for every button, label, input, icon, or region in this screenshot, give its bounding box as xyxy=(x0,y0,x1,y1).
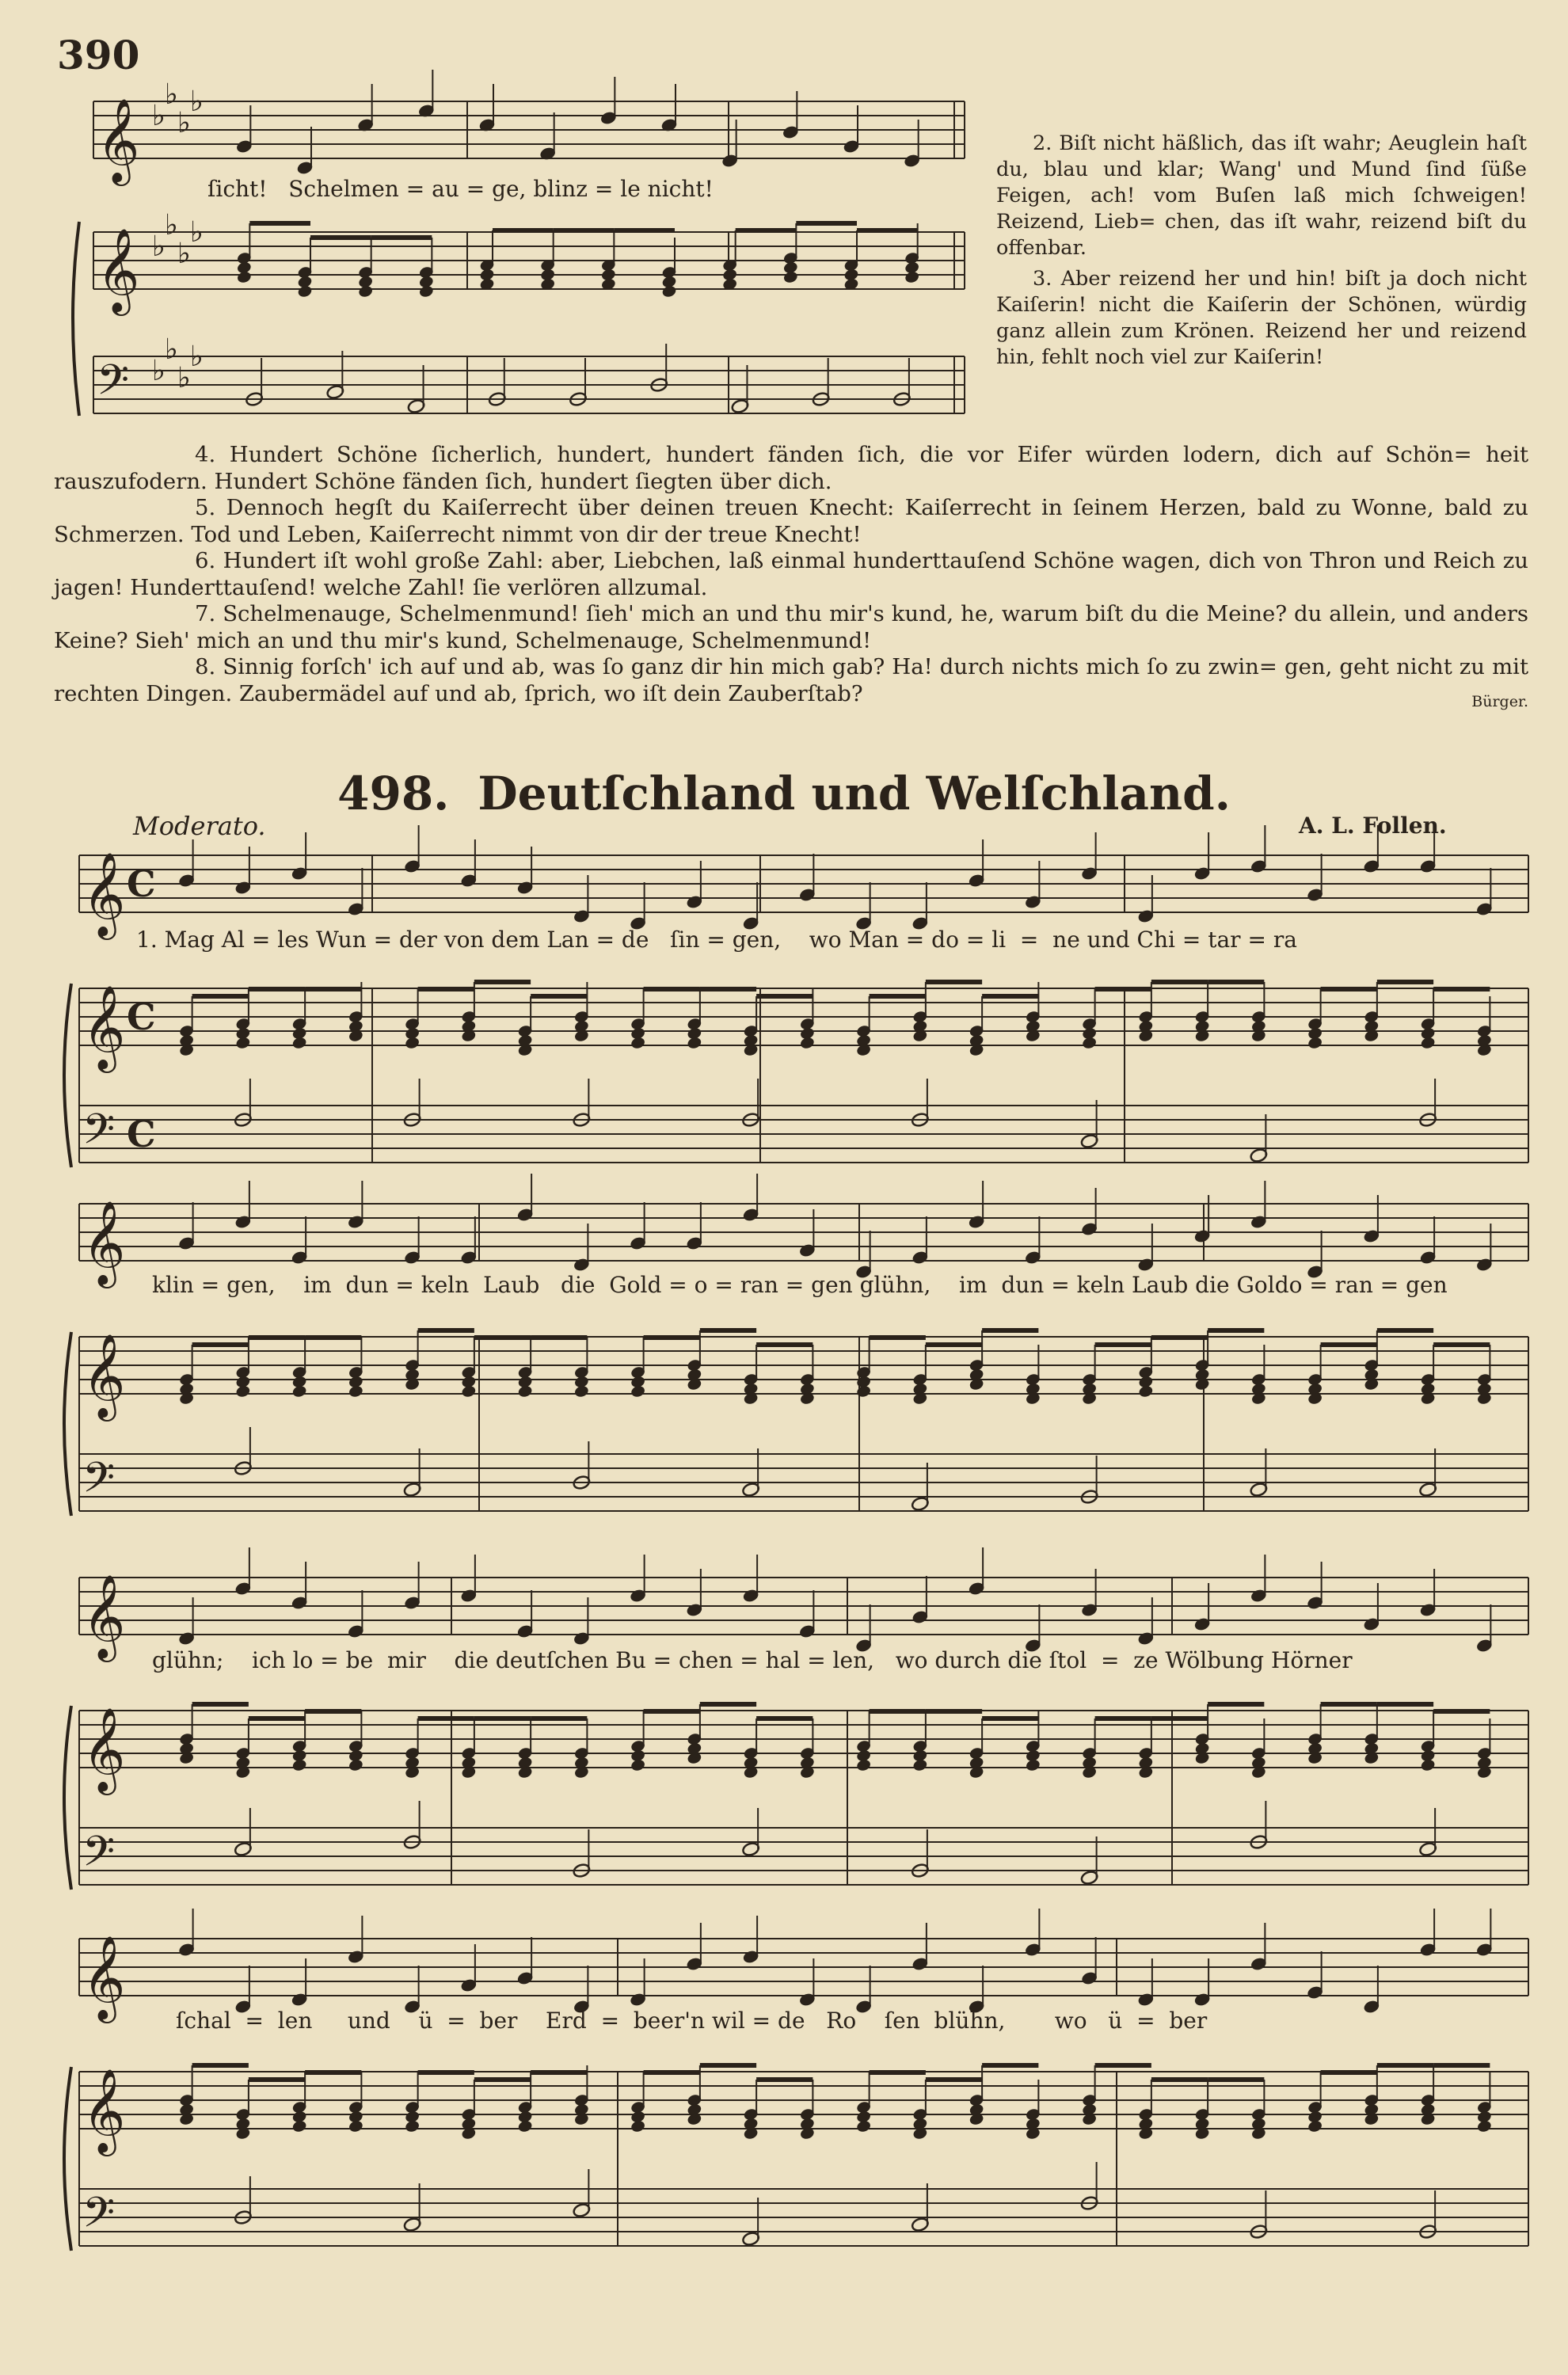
chord-notehead xyxy=(574,1385,589,1399)
treble-clef-icon: 𝄞 xyxy=(82,1333,126,1418)
lyrics-line-2: klin = gen, im dun = keln Laub die Gold = o = ran = gen glühn, im dun = keln Laub die Goldo = ran = gen xyxy=(152,1272,1448,1298)
chord-notehead xyxy=(405,2120,420,2133)
treble-clef-icon: 𝄞 xyxy=(82,1574,126,1658)
treble-clef-icon: 𝄞 xyxy=(97,97,140,182)
bass-top xyxy=(245,344,911,414)
flat-icon: ♭ xyxy=(152,355,166,387)
verses-block xyxy=(54,442,1528,715)
treble-clef-icon: 𝄞 xyxy=(82,2068,126,2152)
chord-notehead xyxy=(419,285,434,299)
brace xyxy=(73,222,79,416)
chord-notehead xyxy=(1477,2120,1492,2133)
flat-icon: ♭ xyxy=(190,341,204,373)
melody-4 xyxy=(178,1909,1493,2014)
chord-notehead xyxy=(1138,1385,1153,1399)
poet-name: Bürger. xyxy=(1471,692,1528,710)
staff-voice-4 xyxy=(79,1939,1528,1996)
chord-notehead xyxy=(904,271,919,284)
melody-3 xyxy=(178,1547,1493,1653)
chord-notehead xyxy=(518,2120,533,2133)
chord-notehead xyxy=(292,2120,307,2133)
chord-notehead xyxy=(856,1385,871,1399)
staff-treble-top xyxy=(93,232,965,289)
flat-icon: ♭ xyxy=(152,230,166,263)
chord-notehead xyxy=(235,1385,250,1399)
brace xyxy=(64,1332,71,1516)
time-signature: C xyxy=(127,995,156,1038)
staff-bass-1 xyxy=(79,1106,1528,1163)
chord-notehead xyxy=(358,285,373,299)
verse-4: 4. Hundert Schöne ſicherlich, hundert, hundert fänden ſich, die vor Eifer würden lodern, dich auf Schön= heit rauszufodern. Hundert Schöne fänden ſich, hundert ſiegten über dich. xyxy=(54,442,1528,494)
brace xyxy=(64,984,71,1167)
time-signature: C xyxy=(127,1113,156,1155)
flat-icon: ♭ xyxy=(165,209,178,242)
treble-clef-icon: 𝄞 xyxy=(82,1935,126,2019)
treble-clef-icon: 𝄞 xyxy=(82,851,126,936)
bass-clef-icon: 𝄢 xyxy=(82,1454,116,1513)
chord-notehead xyxy=(1082,1037,1097,1050)
chord-notehead xyxy=(518,1385,533,1399)
bass-clef-icon: 𝄢 xyxy=(82,1106,116,1164)
treble-clef-icon: 𝄞 xyxy=(97,227,140,312)
verse-2: 2. Biſt nicht häßlich, das iſt wahr; Aeuglein haſt du, blau und klar; Wang' und Mund ſind ſüße Feigen, ach! vom Buſen laß mich ſchweigen! Reizend, Lieb= chen, das iſt wahr, reizend biſt du offenbar. xyxy=(996,131,1527,260)
tempo-marking: Moderato. xyxy=(133,811,266,841)
chord-notehead xyxy=(1307,1037,1323,1050)
time-signature: C xyxy=(127,862,156,905)
verse-6: 6. Hundert iſt wohl große Zahl: aber, Liebchen, laß einmal hunderttauſend Schöne wagen, dich von Thron und Reich zu jagen! Hunderttauſend! welche Zahl! ſie verlören allzumal. xyxy=(54,548,1528,600)
staff-voice-1 xyxy=(79,855,1528,912)
treble-clef-icon: 𝄞 xyxy=(82,1707,126,1791)
chord-notehead xyxy=(630,1759,645,1772)
chord-notehead xyxy=(661,285,676,299)
chord-notehead xyxy=(348,1385,363,1399)
staff-bass-2 xyxy=(79,1454,1528,1511)
treble-clef-icon: 𝄞 xyxy=(82,984,126,1069)
flat-icon: ♭ xyxy=(165,333,178,366)
flat-icon: ♭ xyxy=(177,107,191,139)
chord-notehead xyxy=(405,1037,420,1050)
bass-clef-icon: 𝄢 xyxy=(97,356,130,415)
bass-clef-icon: 𝄢 xyxy=(82,2189,116,2247)
song-title-text: Deutſchland und Welſchland. xyxy=(478,767,1231,820)
chord-notehead xyxy=(348,2120,363,2133)
chord-notehead xyxy=(630,1385,645,1399)
flat-icon: ♭ xyxy=(190,216,204,249)
flat-icon: ♭ xyxy=(177,238,191,270)
chord-notehead xyxy=(292,1759,307,1772)
bass-2 xyxy=(234,1427,1437,1512)
melody-1 xyxy=(178,825,1493,931)
chord-notehead xyxy=(800,1037,815,1050)
chord-notehead xyxy=(1421,1037,1436,1050)
chord-notehead xyxy=(292,1385,307,1399)
chord-notehead xyxy=(1421,1759,1436,1772)
chord-notehead xyxy=(630,1037,645,1050)
flat-icon: ♭ xyxy=(177,362,191,394)
chord-notehead xyxy=(856,1759,871,1772)
right-verses xyxy=(996,131,1527,375)
verse-8 xyxy=(54,654,1528,710)
chord-notehead xyxy=(235,1037,250,1050)
melody-2 xyxy=(178,1174,1493,1279)
melody-top xyxy=(236,70,921,175)
chord-notehead xyxy=(348,1759,363,1772)
flat-icon: ♭ xyxy=(190,86,204,118)
lyrics-line-3: glühn; ich lo = be mir die deutſchen Bu = chen = hal = len, wo durch die ſtol = ze Wölbung Hörner xyxy=(152,1647,1353,1673)
lyrics-line-4: ſchal = len und ü = ber Erd = beer'n wil = de Ro ſen blühn, wo ü = ber xyxy=(176,2008,1208,2034)
chord-notehead xyxy=(1307,2120,1323,2133)
chord-notehead xyxy=(630,2120,645,2133)
bass-4 xyxy=(234,2162,1437,2247)
bass-3 xyxy=(234,1801,1437,1886)
treble-clef-icon: 𝄞 xyxy=(82,1200,126,1285)
composer: A. L. Follen. xyxy=(1299,813,1447,839)
chord-notehead xyxy=(687,1037,702,1050)
bass-1 xyxy=(234,1079,1437,1163)
chord-notehead xyxy=(237,271,252,284)
staff-voice-top xyxy=(93,101,965,158)
brace xyxy=(64,1706,71,1890)
top-lyrics: ſicht! Schelmen = au = ge, blinz = le nicht! xyxy=(207,176,714,202)
chord-notehead xyxy=(1026,1759,1041,1772)
verse-8-text: 8. Sinnig forſch' ich auf und ab, was ſo ganz dir hin mich gab? Ha! durch nichts mich ſo zu zwin= gen, geht nicht zu mit rechten Dingen. Zaubermädel auf und ab, ſprich, wo iſt dein Zauberſtab? xyxy=(54,654,1528,706)
bass-clef-icon: 𝄢 xyxy=(82,1828,116,1886)
song-number: 498. xyxy=(337,767,450,820)
verse-3: 3. Aber reizend her und hin! biſt ja doch nicht Kaiſerin! nicht die Kaiſerin der Schönen, würdig ganz allein zum Krönen. Reizend her und reizend hin, fehlt noch viel zur Kaiſerin! xyxy=(996,267,1527,369)
page-number: 390 xyxy=(57,32,140,78)
chord-notehead xyxy=(783,271,798,284)
chord-notehead xyxy=(292,1037,307,1050)
verse-5: 5. Dennoch hegſt du Kaiſerrecht über deinen treuen Knecht: Kaiſerrecht in ſeinem Herzen, bald zu Wonne, bald zu Schmerzen. Tod und Leben, Kaiſerrecht nimmt von dir der treue Knecht! xyxy=(54,495,1528,547)
chord-notehead xyxy=(856,2120,871,2133)
staff-bass-top xyxy=(93,356,965,413)
lyrics-line-1: 1. Mag Al = les Wun = der von dem Lan = de ſin = gen, wo Man = do = li = ne und Chi = tar = ra xyxy=(136,927,1297,953)
flat-icon: ♭ xyxy=(165,78,178,111)
chord-notehead xyxy=(297,285,312,299)
verse-7: 7. Schelmenauge, Schelmenmund! ſieh' mich an und thu mir's kund, he, warum biſt du die Meine? du allein, und anders Keine? Sieh' mich an und thu mir's kund, Schelmenauge, Schelmenmund! xyxy=(54,601,1528,653)
brace xyxy=(64,2067,71,2251)
chord-notehead xyxy=(461,1385,476,1399)
flat-icon: ♭ xyxy=(152,100,166,132)
staff-bass-3 xyxy=(79,1828,1528,1885)
chord-notehead xyxy=(912,1759,927,1772)
staff-bass-4 xyxy=(79,2189,1528,2246)
